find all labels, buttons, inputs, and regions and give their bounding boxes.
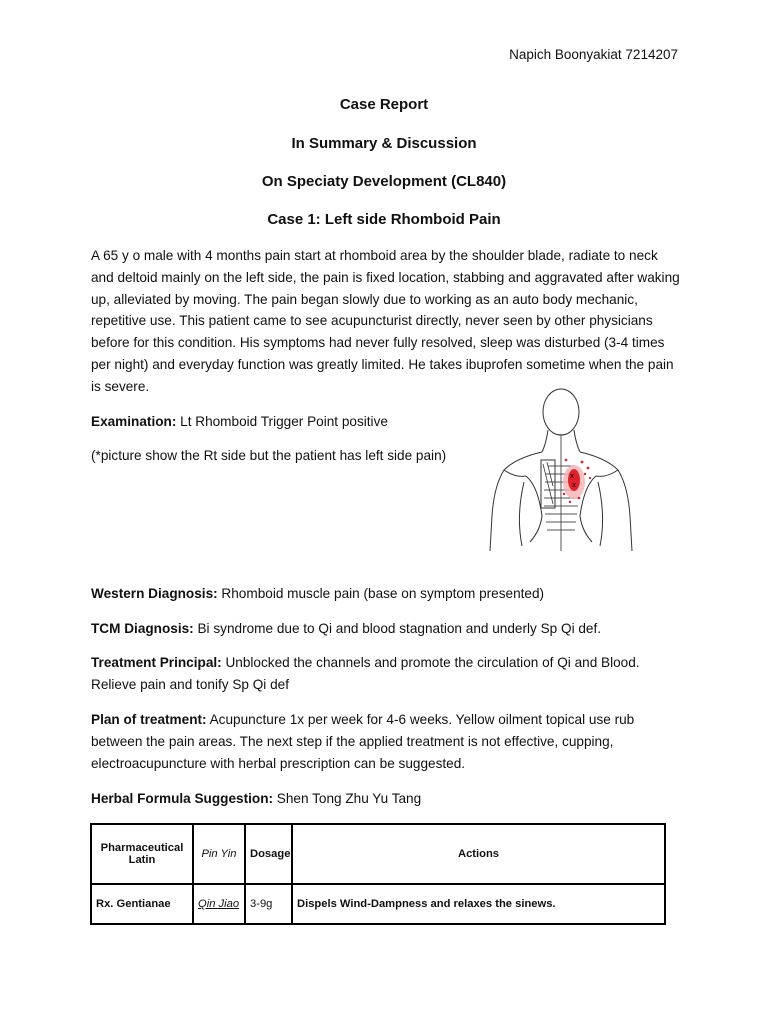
title-case: Case 1: Left side Rhomboid Pain [267, 211, 501, 228]
picture-note: (*picture show the Rt side but the patient has left side pain) [91, 448, 447, 463]
svg-text:x: x [570, 472, 575, 480]
herb-table [90, 823, 666, 925]
svg-text:x: x [572, 481, 577, 489]
trigger-point-highlight [563, 459, 591, 504]
treatment-principal-text: Unblocked the channels and promote the circulation of Qi and Blood. Relieve pain and tonify Sp Qi def [91, 655, 640, 692]
herbal-formula-label: Herbal Formula Suggestion: [91, 791, 274, 806]
table-row [91, 884, 665, 924]
cell-pin-yin: Qin Jiao [193, 884, 245, 924]
header-dosage: Dosage [245, 824, 292, 884]
plan-of-treatment-text: Acupuncture 1x per week for 4-6 weeks. Yellow oilment topical use rub between the pain areas. The next step if the applied treatment is not effective, cupping, electroacupuncture with herbal prescription can be suggested. [91, 712, 635, 771]
header-pin-yin: Pin Yin [193, 824, 245, 884]
examination-line [91, 411, 388, 433]
header-actions: Actions [292, 824, 665, 884]
treatment-principal [91, 652, 681, 696]
cell-actions: Dispels Wind-Dampness and relaxes the sinews. [292, 884, 665, 924]
title-summary: In Summary & Discussion [291, 135, 477, 152]
herb-table-header-row [91, 824, 665, 884]
treatment-principal-label: Treatment Principal: [91, 655, 222, 670]
tcm-diagnosis-label: TCM Diagnosis: [91, 621, 194, 636]
plan-of-treatment-label: Plan of treatment: [91, 712, 207, 727]
examination-label: Examination: [91, 414, 177, 429]
intro-paragraph: A 65 y o male with 4 months pain start at rhomboid area by the shoulder blade, radiate to neck and deltoid mainly on the left side, the pain is fixed location, stabbing and aggravated after waking up, alleviated by moving. The pain began slowly due to working as an auto body mechanic, repetitive use. This patient came to see acupuncturist directly, never seen by other physicians before for this condition. His symptoms had never fully resolved, sleep was disturbed (3-4 times per night) and everyday function was greatly limited. He takes ibuprofen sometime when the pain is severe. [91, 248, 680, 394]
cell-dosage: 3-9g [245, 884, 292, 924]
herbal-formula [91, 788, 681, 810]
title-course: On Speciaty Development (CL840) [261, 173, 507, 190]
western-diagnosis-label: Western Diagnosis: [91, 586, 218, 601]
plan-of-treatment [91, 709, 681, 774]
title-case-report: Case Report [339, 96, 429, 113]
tcm-diagnosis-text: Bi syndrome due to Qi and blood stagnation and underly Sp Qi def. [193, 621, 602, 636]
cell-latin: Rx. Gentianae [91, 884, 193, 924]
western-diagnosis-text: Rhomboid muscle pain (base on symptom presented) [217, 586, 545, 601]
back-anatomy-illustration [486, 386, 646, 556]
examination-text: Lt Rhomboid Trigger Point positive [176, 414, 388, 429]
tcm-diagnosis [91, 618, 681, 640]
author-line: Napich Boonyakiat 7214207 [509, 47, 678, 62]
herbal-formula-text: Shen Tong Zhu Yu Tang [273, 791, 422, 806]
western-diagnosis [91, 583, 681, 605]
header-pharmaceutical-latin: Pharmaceutical Latin [91, 824, 193, 884]
